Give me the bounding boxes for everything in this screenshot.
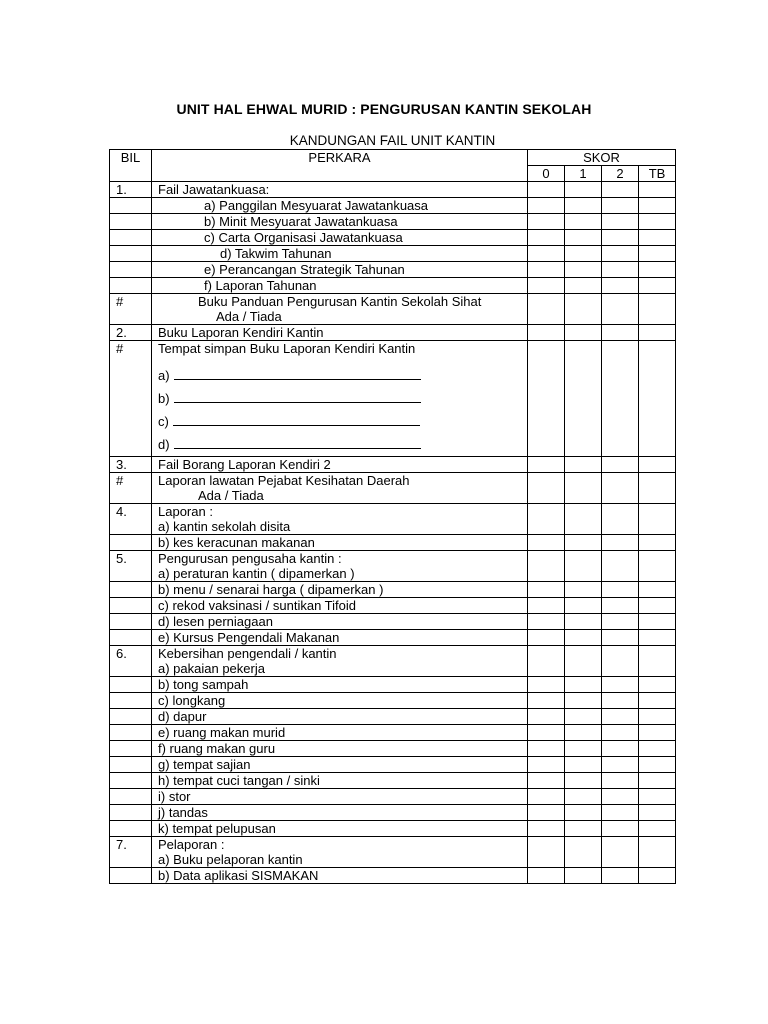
score-cell[interactable] <box>602 262 639 278</box>
row-bil <box>110 757 152 773</box>
score-cell[interactable] <box>565 457 602 473</box>
header-perkara: PERKARA <box>152 150 528 182</box>
row-perkara <box>152 246 528 262</box>
row-perkara <box>152 805 528 821</box>
table-row <box>110 262 676 278</box>
score-cell[interactable] <box>639 837 676 868</box>
score-cell[interactable] <box>528 182 565 198</box>
score-col-2: 2 <box>602 166 639 182</box>
score-cell[interactable] <box>639 198 676 214</box>
table-row <box>110 805 676 821</box>
table-row <box>110 741 676 757</box>
row-perkara <box>152 294 528 325</box>
table-row <box>110 535 676 551</box>
row-perkara <box>152 837 528 868</box>
score-cell[interactable] <box>565 709 602 725</box>
row-bil <box>110 535 152 551</box>
table-row <box>110 598 676 614</box>
row-text: e) Kursus Pengendali Makanan <box>158 630 340 645</box>
score-col-0: 0 <box>528 166 565 182</box>
row-text: Laporan : <box>158 504 213 519</box>
row-bil <box>110 789 152 805</box>
row-bil: 2. <box>110 325 152 341</box>
row-text: Fail Borang Laporan Kendiri 2 <box>158 457 331 472</box>
table-row <box>110 457 676 473</box>
score-cell[interactable] <box>565 294 602 325</box>
checklist-table <box>109 149 676 884</box>
score-cell[interactable] <box>528 693 565 709</box>
score-cell[interactable] <box>565 504 602 535</box>
score-cell[interactable] <box>565 773 602 789</box>
blank-label: d) <box>158 437 170 452</box>
row-perkara <box>152 182 528 198</box>
score-cell[interactable] <box>528 725 565 741</box>
row-bil <box>110 725 152 741</box>
score-cell[interactable] <box>602 214 639 230</box>
score-cell[interactable] <box>602 709 639 725</box>
score-cell[interactable] <box>528 757 565 773</box>
table-row <box>110 214 676 230</box>
score-cell[interactable] <box>528 230 565 246</box>
score-cell[interactable] <box>565 582 602 598</box>
blank-label: c) <box>158 414 169 429</box>
row-text: j) tandas <box>158 805 208 820</box>
row-text: c) rekod vaksinasi / suntikan Tifoid <box>158 598 356 613</box>
score-cell[interactable] <box>565 789 602 805</box>
score-cell[interactable] <box>639 457 676 473</box>
score-col-tb: TB <box>639 166 676 182</box>
table-row <box>110 198 676 214</box>
blank-entry <box>158 364 527 387</box>
row-perkara <box>152 230 528 246</box>
score-cell[interactable] <box>528 278 565 294</box>
table-row <box>110 473 676 504</box>
score-cell[interactable] <box>528 457 565 473</box>
score-cell[interactable] <box>565 630 602 646</box>
row-bil <box>110 805 152 821</box>
table-row <box>110 551 676 582</box>
table-row <box>110 868 676 884</box>
table-row <box>110 757 676 773</box>
score-cell[interactable] <box>639 230 676 246</box>
score-cell[interactable] <box>602 341 639 457</box>
score-cell[interactable] <box>602 868 639 884</box>
row-text: Fail Jawatankuasa: <box>158 182 270 197</box>
score-cell[interactable] <box>528 551 565 582</box>
row-perkara <box>152 473 528 504</box>
score-cell[interactable] <box>602 473 639 504</box>
score-cell[interactable] <box>565 278 602 294</box>
row-text: b) kes keracunan makanan <box>158 535 315 550</box>
score-cell[interactable] <box>639 677 676 693</box>
score-cell[interactable] <box>602 278 639 294</box>
score-cell[interactable] <box>602 725 639 741</box>
row-text: f) Laporan Tahunan <box>204 278 317 293</box>
row-bil <box>110 278 152 294</box>
row-text-second: a) Buku pelaporan kantin <box>158 852 303 867</box>
table-row <box>110 614 676 630</box>
table-row <box>110 709 676 725</box>
score-col-1: 1 <box>565 166 602 182</box>
row-text-second: Ada / Tiada <box>198 488 264 503</box>
row-perkara <box>152 709 528 725</box>
header-skor: SKOR <box>528 150 676 166</box>
score-cell[interactable] <box>528 598 565 614</box>
score-cell[interactable] <box>565 868 602 884</box>
score-cell[interactable] <box>639 504 676 535</box>
score-cell[interactable] <box>639 325 676 341</box>
row-text: Buku Panduan Pengurusan Kantin Sekolah Sihat <box>198 294 482 309</box>
row-bil <box>110 246 152 262</box>
score-cell[interactable] <box>565 214 602 230</box>
row-text-second: a) peraturan kantin ( dipamerkan ) <box>158 566 355 581</box>
score-cell[interactable] <box>602 198 639 214</box>
score-cell[interactable] <box>528 198 565 214</box>
score-cell[interactable] <box>602 646 639 677</box>
row-bil <box>110 198 152 214</box>
score-cell[interactable] <box>639 821 676 837</box>
row-text: d) Takwim Tahunan <box>220 246 332 261</box>
row-text: Kebersihan pengendali / kantin <box>158 646 337 661</box>
score-cell[interactable] <box>565 677 602 693</box>
score-cell[interactable] <box>565 551 602 582</box>
table-row <box>110 246 676 262</box>
table-row <box>110 230 676 246</box>
score-cell[interactable] <box>602 582 639 598</box>
score-cell[interactable] <box>639 246 676 262</box>
row-text: h) tempat cuci tangan / sinki <box>158 773 320 788</box>
row-perkara <box>152 646 528 677</box>
row-bil: 5. <box>110 551 152 582</box>
row-text: b) Data aplikasi SISMAKAN <box>158 868 319 883</box>
score-cell[interactable] <box>528 837 565 868</box>
score-cell[interactable] <box>639 598 676 614</box>
row-perkara <box>152 262 528 278</box>
score-cell[interactable] <box>639 725 676 741</box>
table-row <box>110 341 676 457</box>
score-cell[interactable] <box>602 598 639 614</box>
row-bil <box>110 214 152 230</box>
score-cell[interactable] <box>602 246 639 262</box>
row-text: k) tempat pelupusan <box>158 821 276 836</box>
score-cell[interactable] <box>639 709 676 725</box>
header-row <box>110 150 676 166</box>
score-cell[interactable] <box>602 614 639 630</box>
score-cell[interactable] <box>528 294 565 325</box>
score-cell[interactable] <box>639 551 676 582</box>
score-cell[interactable] <box>565 198 602 214</box>
blank-write-line[interactable] <box>174 391 421 403</box>
row-text: i) stor <box>158 789 191 804</box>
blank-write-line[interactable] <box>173 414 420 426</box>
score-cell[interactable] <box>565 821 602 837</box>
score-cell[interactable] <box>639 535 676 551</box>
form-subtitle: KANDUNGAN FAIL UNIT KANTIN <box>289 133 496 148</box>
row-bil <box>110 773 152 789</box>
score-cell[interactable] <box>639 262 676 278</box>
table-row <box>110 646 676 677</box>
table-row <box>110 725 676 741</box>
table-row <box>110 789 676 805</box>
row-perkara <box>152 535 528 551</box>
score-cell[interactable] <box>528 473 565 504</box>
score-cell[interactable] <box>639 646 676 677</box>
row-text-second: a) pakaian pekerja <box>158 661 265 676</box>
row-perkara <box>152 868 528 884</box>
row-bil: 1. <box>110 182 152 198</box>
table-row <box>110 630 676 646</box>
blank-entry <box>158 387 527 410</box>
row-text: Laporan lawatan Pejabat Kesihatan Daerah <box>158 473 410 488</box>
score-cell[interactable] <box>602 789 639 805</box>
score-cell[interactable] <box>528 630 565 646</box>
row-perkara <box>152 198 528 214</box>
score-cell[interactable] <box>565 262 602 278</box>
row-perkara <box>152 789 528 805</box>
row-perkara <box>152 693 528 709</box>
row-text: Buku Laporan Kendiri Kantin <box>158 325 324 340</box>
score-cell[interactable] <box>639 582 676 598</box>
row-perkara <box>152 278 528 294</box>
table-row <box>110 325 676 341</box>
score-cell[interactable] <box>528 821 565 837</box>
score-cell[interactable] <box>528 246 565 262</box>
row-bil <box>110 262 152 278</box>
row-bil: 6. <box>110 646 152 677</box>
row-text: c) Carta Organisasi Jawatankuasa <box>204 230 403 245</box>
score-cell[interactable] <box>528 646 565 677</box>
score-cell[interactable] <box>565 614 602 630</box>
row-bil: # <box>110 473 152 504</box>
score-cell[interactable] <box>602 693 639 709</box>
score-cell[interactable] <box>565 757 602 773</box>
row-perkara <box>152 630 528 646</box>
score-cell[interactable] <box>565 325 602 341</box>
blank-entry <box>158 433 527 456</box>
score-cell[interactable] <box>528 262 565 278</box>
row-bil <box>110 598 152 614</box>
table-row <box>110 821 676 837</box>
score-cell[interactable] <box>528 214 565 230</box>
row-text: b) menu / senarai harga ( dipamerkan ) <box>158 582 384 597</box>
row-bil <box>110 582 152 598</box>
score-cell[interactable] <box>602 837 639 868</box>
row-text-second: Ada / Tiada <box>216 309 282 324</box>
table-row <box>110 837 676 868</box>
row-perkara <box>152 582 528 598</box>
score-cell[interactable] <box>639 693 676 709</box>
row-text: e) Perancangan Strategik Tahunan <box>204 262 405 277</box>
score-cell[interactable] <box>565 805 602 821</box>
row-perkara <box>152 598 528 614</box>
row-perkara <box>152 773 528 789</box>
table-row <box>110 182 676 198</box>
table-row <box>110 693 676 709</box>
score-cell[interactable] <box>565 741 602 757</box>
header-bil: BIL <box>110 150 152 182</box>
score-cell[interactable] <box>528 341 565 457</box>
blank-entry <box>158 410 527 433</box>
row-perkara <box>152 504 528 535</box>
score-cell[interactable] <box>639 773 676 789</box>
row-text: d) lesen perniagaan <box>158 614 273 629</box>
score-cell[interactable] <box>565 725 602 741</box>
score-cell[interactable] <box>602 821 639 837</box>
score-cell[interactable] <box>639 214 676 230</box>
row-bil <box>110 709 152 725</box>
table-row <box>110 773 676 789</box>
score-cell[interactable] <box>565 182 602 198</box>
score-cell[interactable] <box>528 677 565 693</box>
score-cell[interactable] <box>639 182 676 198</box>
score-cell[interactable] <box>528 614 565 630</box>
row-text: Pengurusan pengusaha kantin : <box>158 551 342 566</box>
score-cell[interactable] <box>602 757 639 773</box>
score-cell[interactable] <box>639 789 676 805</box>
row-perkara <box>152 457 528 473</box>
score-cell[interactable] <box>565 246 602 262</box>
score-cell[interactable] <box>565 598 602 614</box>
row-perkara <box>152 341 528 457</box>
row-perkara <box>152 325 528 341</box>
score-cell[interactable] <box>528 868 565 884</box>
row-perkara <box>152 821 528 837</box>
score-cell[interactable] <box>565 535 602 551</box>
score-cell[interactable] <box>639 630 676 646</box>
row-text: Tempat simpan Buku Laporan Kendiri Kantin <box>158 341 416 356</box>
blank-write-line[interactable] <box>174 437 421 449</box>
row-bil: # <box>110 294 152 325</box>
row-bil: # <box>110 341 152 457</box>
score-cell[interactable] <box>602 504 639 535</box>
row-bil <box>110 230 152 246</box>
score-cell[interactable] <box>565 341 602 457</box>
row-bil <box>110 614 152 630</box>
row-text: d) dapur <box>158 709 207 724</box>
score-cell[interactable] <box>528 504 565 535</box>
row-bil <box>110 821 152 837</box>
row-perkara <box>152 214 528 230</box>
row-perkara <box>152 614 528 630</box>
score-cell[interactable] <box>528 535 565 551</box>
row-perkara <box>152 551 528 582</box>
row-text: b) Minit Mesyuarat Jawatankuasa <box>204 214 398 229</box>
score-cell[interactable] <box>602 677 639 693</box>
score-cell[interactable] <box>528 805 565 821</box>
row-text: b) tong sampah <box>158 677 249 692</box>
score-cell[interactable] <box>602 294 639 325</box>
row-perkara <box>152 677 528 693</box>
row-bil: 3. <box>110 457 152 473</box>
row-bil <box>110 741 152 757</box>
score-cell[interactable] <box>639 341 676 457</box>
row-bil: 4. <box>110 504 152 535</box>
blank-label: a) <box>158 368 170 383</box>
score-cell[interactable] <box>639 278 676 294</box>
score-cell[interactable] <box>639 294 676 325</box>
row-perkara <box>152 757 528 773</box>
table-row <box>110 582 676 598</box>
table-row <box>110 677 676 693</box>
score-cell[interactable] <box>602 325 639 341</box>
row-bil <box>110 693 152 709</box>
row-text: a) Panggilan Mesyuarat Jawatankuasa <box>204 198 429 213</box>
row-bil <box>110 630 152 646</box>
row-bil <box>110 677 152 693</box>
score-cell[interactable] <box>602 805 639 821</box>
score-cell[interactable] <box>602 457 639 473</box>
table-row <box>110 504 676 535</box>
score-cell[interactable] <box>639 741 676 757</box>
score-cell[interactable] <box>528 789 565 805</box>
row-text: c) longkang <box>158 693 226 708</box>
score-cell[interactable] <box>565 646 602 677</box>
score-cell[interactable] <box>602 630 639 646</box>
page-title: UNIT HAL EHWAL MURID : PENGURUSAN KANTIN SEKOLAH <box>176 101 592 117</box>
score-cell[interactable] <box>565 473 602 504</box>
score-cell[interactable] <box>639 473 676 504</box>
table-row <box>110 278 676 294</box>
score-cell[interactable] <box>639 614 676 630</box>
row-text: Pelaporan : <box>158 837 225 852</box>
score-cell[interactable] <box>528 325 565 341</box>
score-cell[interactable] <box>602 741 639 757</box>
blank-label: b) <box>158 391 170 406</box>
score-cell[interactable] <box>565 837 602 868</box>
checklist-rows <box>110 182 676 884</box>
row-bil: 7. <box>110 837 152 868</box>
score-cell[interactable] <box>528 773 565 789</box>
score-cell[interactable] <box>639 757 676 773</box>
score-cell[interactable] <box>528 709 565 725</box>
row-text: f) ruang makan guru <box>158 741 276 756</box>
row-text: g) tempat sajian <box>158 757 251 772</box>
table-row <box>110 294 676 325</box>
score-cell[interactable] <box>602 182 639 198</box>
row-perkara <box>152 741 528 757</box>
score-cell[interactable] <box>565 230 602 246</box>
score-cell[interactable] <box>602 230 639 246</box>
row-perkara <box>152 725 528 741</box>
blank-write-line[interactable] <box>174 368 421 380</box>
score-cell[interactable] <box>528 582 565 598</box>
score-cell[interactable] <box>602 535 639 551</box>
score-cell[interactable] <box>565 693 602 709</box>
score-cell[interactable] <box>528 741 565 757</box>
row-text: e) ruang makan murid <box>158 725 286 740</box>
score-cell[interactable] <box>639 805 676 821</box>
score-cell[interactable] <box>602 773 639 789</box>
score-cell[interactable] <box>602 551 639 582</box>
score-cell[interactable] <box>639 868 676 884</box>
row-text-second: a) kantin sekolah disita <box>158 519 291 534</box>
row-bil <box>110 868 152 884</box>
